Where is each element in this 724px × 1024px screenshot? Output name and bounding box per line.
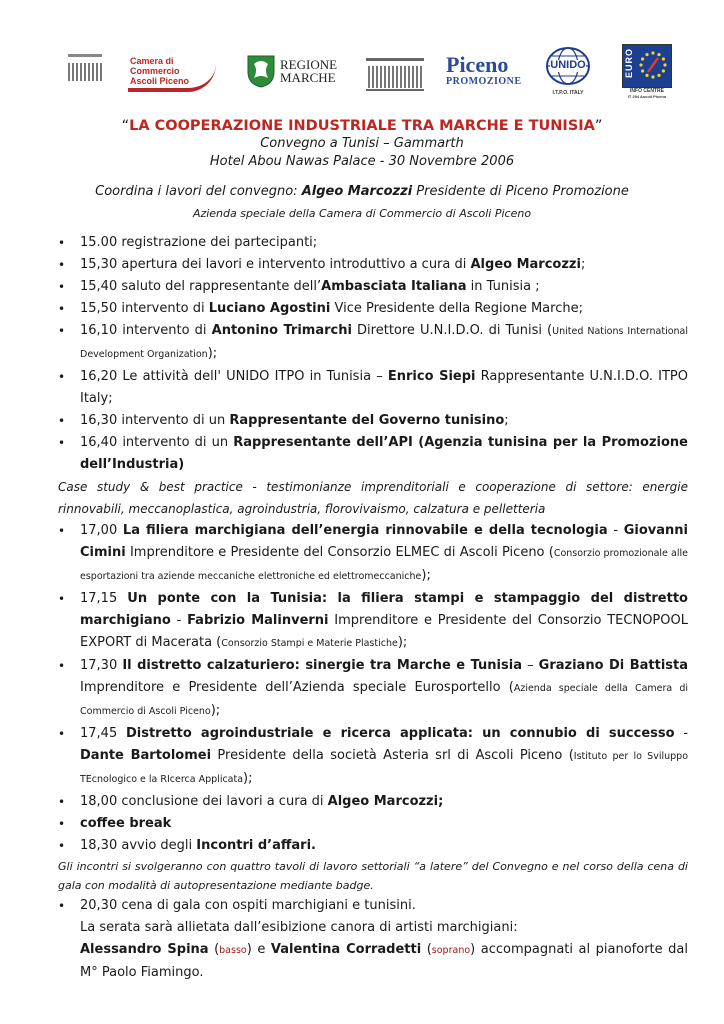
case-study-heading: Case study & best practice - testimonianze imprenditoriali e cooperazione di settore: energie rinnovabili, meccanoplastica, agroindustria, florovivaismo, calzatura e pelletteria bbox=[58, 480, 688, 516]
regione-logo-line2: MARCHE bbox=[280, 70, 336, 85]
gala-artists: Alessandro Spina (basso) e Valentina Corradetti (soprano) accompagnati al pianoforte dal M° Paolo Fiamingo. bbox=[80, 942, 688, 980]
program-list-3 bbox=[58, 895, 688, 917]
piceno-columns-icon bbox=[366, 58, 424, 91]
list-item: • 18,30 avvio degli Incontri d’affari. bbox=[58, 835, 688, 857]
list-item: • 17,15 Un ponte con la Tunisia: la filiera stampi e stampaggio del distretto marchigiano - Fabrizio Malinverni Imprenditore e Presidente del Consorzio TECNOPOOL EXPORT di Macerata (Consorzio Stampi e Materie Plastiche); bbox=[58, 588, 688, 655]
list-item: • 18,00 conclusione dei lavori a cura di Algeo Marcozzi; bbox=[58, 791, 688, 813]
list-item: • 17,45 Distretto agroindustriale e ricerca applicata: un connubio di successo - Dante Bartolomei Presidente della società Asteria srl di Ascoli Piceno (Istituto per lo Sviluppo TEcnologico e la RIcerca Applicata); bbox=[58, 723, 688, 791]
artist-2: Valentina Corradetti bbox=[270, 942, 422, 957]
coord-prefix: Coordina i lavori del convegno: bbox=[95, 184, 302, 199]
camera-logo-line2: Ascoli Piceno bbox=[130, 76, 190, 86]
list-item: • 17,00 La filiera marchigiana dell’energia rinnovabile e della tecnologia - Giovanni Cimini Imprenditore e Presidente del Consorzio ELMEC di Ascoli Piceno (Consorzio promozionale alle esportazioni tra aziende meccaniche elettroniche ed elettromeccaniche); bbox=[58, 520, 688, 588]
coord-name: Algeo Marcozzi bbox=[301, 184, 413, 199]
logo-strip bbox=[0, 40, 724, 100]
red-swoosh-icon bbox=[128, 64, 216, 92]
list-item: • 16,20 Le attività dell' UNIDO ITPO in Tunisia – Enrico Siepi Rappresentante U.N.I.D.O. ITPO Italy; bbox=[58, 366, 688, 410]
coordinator-note: Azienda speciale della Camera di Commercio di Ascoli Piceno bbox=[192, 207, 532, 220]
unido-logo-caption: I.T.P.O. ITALY bbox=[552, 90, 584, 96]
artist-1: Alessandro Spina bbox=[80, 942, 209, 957]
coord-suffix: Presidente di Piceno Promozione bbox=[412, 184, 629, 199]
regione-logo-line1: REGIONE bbox=[280, 57, 338, 72]
camera-commercio-logo bbox=[68, 50, 218, 90]
coordinator-line bbox=[0, 184, 724, 199]
title-text: LA COOPERAZIONE INDUSTRIALE TRA MARCHE E TUNISIA bbox=[129, 118, 595, 134]
gala-line2: La serata sarà allietata dall’esibizione canora di artisti marchigiani: bbox=[80, 920, 518, 935]
list-item: • 15.00 registrazione dei partecipanti; bbox=[58, 232, 688, 254]
stars-ring-icon bbox=[638, 50, 668, 80]
euro-logo-caption2: IT 294 Ascoli Piceno bbox=[627, 94, 667, 99]
piceno-promozione-logo bbox=[366, 52, 526, 92]
list-item: • 16,10 intervento di Antonino Trimarchi Direttore U.N.I.D.O. di Tunisi (United Nations International Development Organization); bbox=[58, 320, 688, 366]
list-item: • coffee break bbox=[58, 813, 688, 835]
list-item: • 15,30 apertura dei lavori e intervento introduttivo a cura di Algeo Marcozzi; bbox=[58, 254, 688, 276]
program-body bbox=[58, 232, 688, 984]
list-item: • 17,30 Il distretto calzaturiero: sinergie tra Marche e Tunisia – Graziano Di Battista Imprenditore e Presidente dell’Azienda speciale Eurosportello (Azienda speciale della Camera di Commercio di Ascoli Piceno); bbox=[58, 655, 688, 723]
regione-shield-icon bbox=[246, 54, 276, 88]
unido-logo-name: UNIDO bbox=[550, 59, 586, 71]
columns-icon bbox=[68, 54, 102, 81]
list-item: • 15,40 saluto del rappresentante dell’Ambasciata Italiana in Tunisia ; bbox=[58, 276, 688, 298]
euro-logo-vertical: EURO bbox=[624, 48, 634, 79]
list-item: • 15,50 intervento di Luciano Agostini Vice Presidente della Regione Marche; bbox=[58, 298, 688, 320]
piceno-logo-name: Piceno bbox=[446, 52, 509, 77]
artist-1-role: basso bbox=[219, 945, 247, 956]
incontri-note: Gli incontri si svolgeranno con quattro tavoli di lavoro settoriali “a latere” del Convegno e nel corso della cena di gala con modalità di autopresentazione mediante badge. bbox=[58, 860, 688, 892]
euro-logo-caption1: INFO CENTRE bbox=[630, 88, 664, 94]
euro-info-centre-logo bbox=[622, 44, 672, 100]
program-list-2 bbox=[58, 520, 688, 857]
open-quote: “ bbox=[121, 118, 130, 134]
list-item: • 16,30 intervento di un Rappresentante del Governo tunisino; bbox=[58, 410, 688, 432]
artist-2-role: soprano bbox=[431, 945, 471, 956]
subtitle-venue: Convegno a Tunisi – Gammarth bbox=[260, 136, 464, 151]
piceno-logo-sub: PROMOZIONE bbox=[446, 76, 522, 87]
close-quote: ” bbox=[594, 118, 603, 134]
program-list-1 bbox=[58, 232, 688, 476]
unido-logo bbox=[540, 46, 596, 98]
list-item: • 16,40 intervento di un Rappresentante dell’API (Agenzia tunisina per la Promozione dell’Industria) bbox=[58, 432, 688, 476]
document-title bbox=[0, 118, 724, 134]
subtitle-hotel-date: Hotel Abou Nawas Palace - 30 Novembre 2006 bbox=[209, 154, 515, 169]
camera-logo-line1: Camera di Commercio bbox=[130, 56, 180, 76]
regione-marche-logo bbox=[246, 54, 346, 94]
gala-rest: accompagnati al pianoforte dal M° Paolo Fiamingo. bbox=[80, 942, 688, 980]
gala-item: • 20,30 cena di gala con ospiti marchigiani e tunisini. bbox=[58, 895, 688, 917]
